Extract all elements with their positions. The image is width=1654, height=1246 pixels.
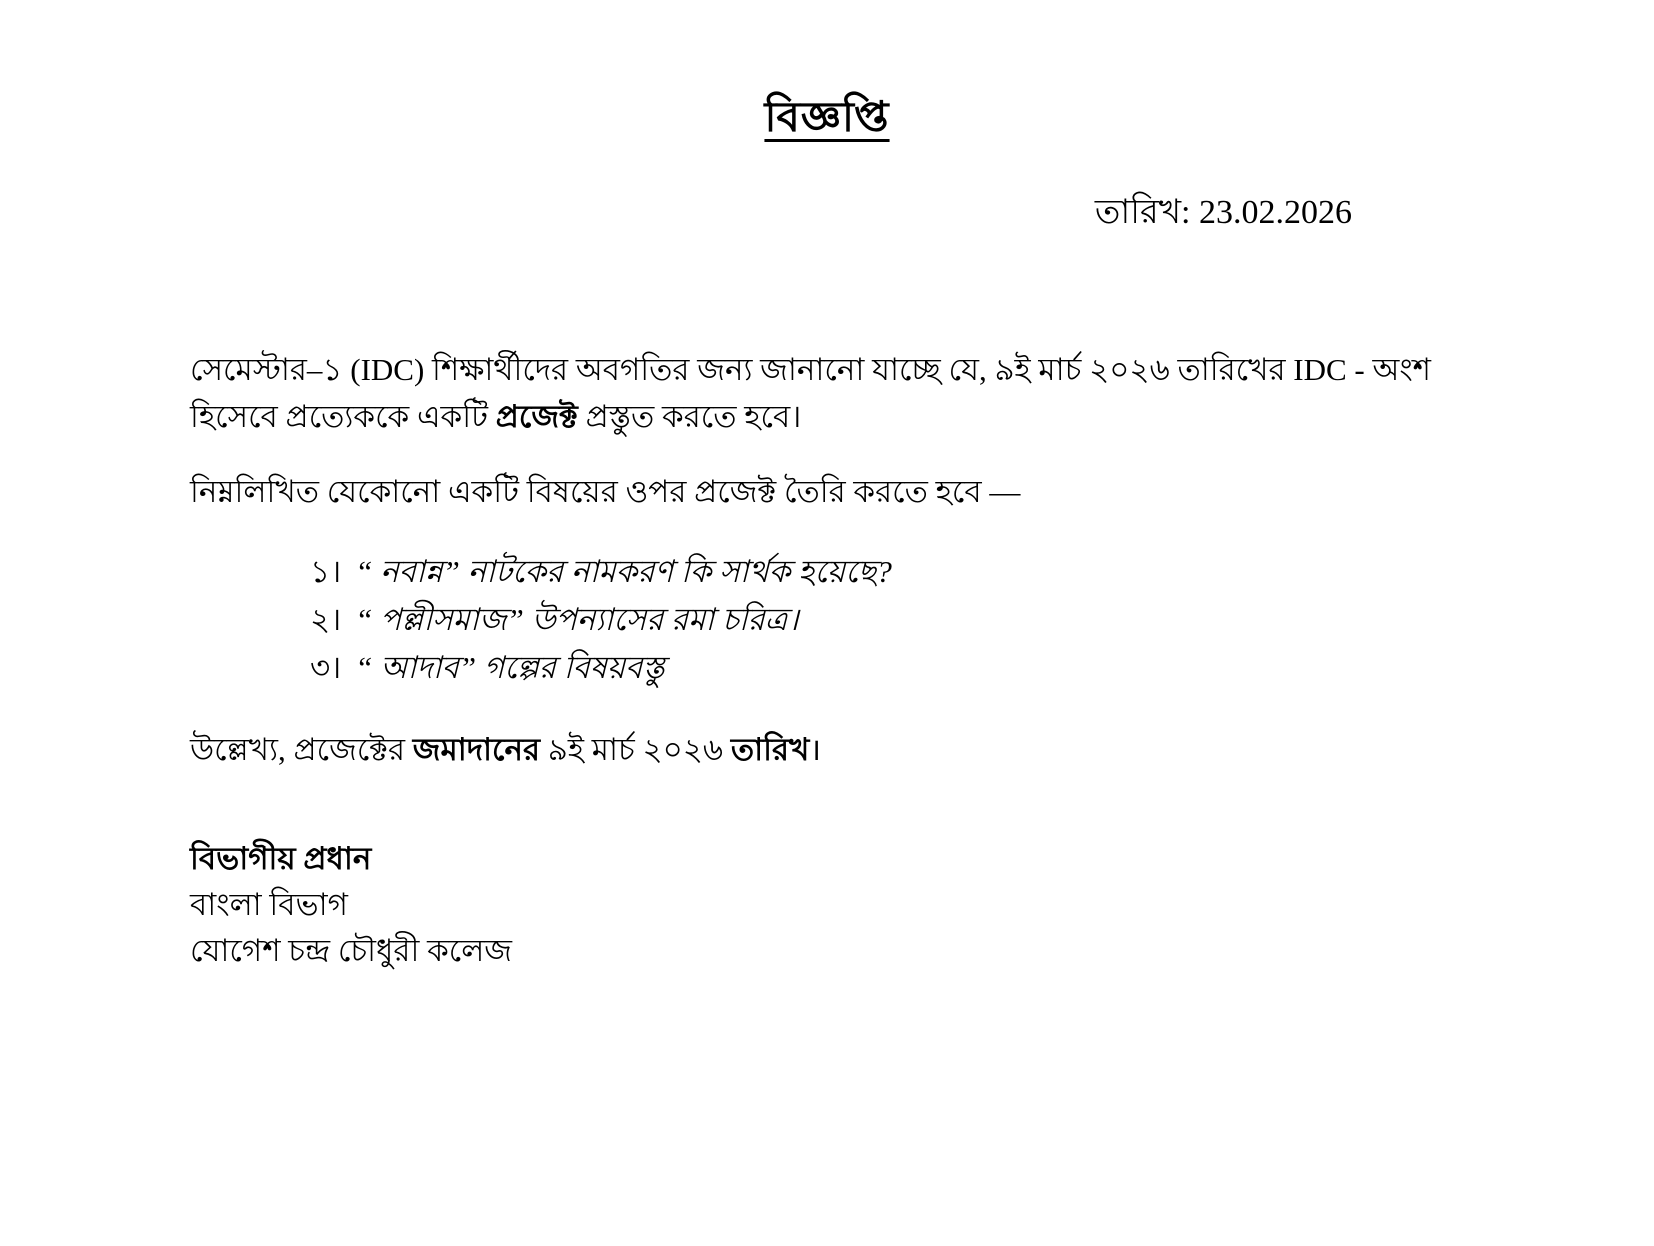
list-item-text: “ নবান্ন” নাটকের নামকরণ কি সার্থক হয়েছে?: [355, 554, 892, 589]
signature-college: যোগেশ চন্দ্র চৌধুরী কলেজ: [190, 933, 513, 968]
body-paragraph-2: নিম্নলিখিত যেকোনো একটি বিষয়ের ওপর প্রজেক্ট তৈরি করতে হবে —: [190, 474, 1021, 509]
date-line: তারিখ: 23.02.2026: [1094, 194, 1352, 231]
signature-block: [190, 836, 512, 974]
para3-bold-2: তারিখ: [730, 732, 810, 767]
list-item: [310, 548, 892, 596]
list-item: [310, 644, 892, 692]
para3-text-2: ৯ই মার্চ ২০২৬: [540, 732, 731, 767]
list-item-number: ১।: [310, 554, 342, 589]
list-item-text: “ আদাব” গল্পের বিষয়বস্তু: [355, 650, 665, 685]
document-title: বিজ্ঞপ্তি: [764, 95, 890, 141]
list-item-number: ৩।: [310, 650, 342, 685]
signature-designation: বিভাগীয় প্রধান: [190, 841, 372, 876]
para1-bold-word: প্রজেক্ট: [495, 399, 578, 434]
body-paragraph-3: [190, 726, 1450, 773]
para1-text-start: সেমেস্টার–১ (IDC) শিক্ষার্থীদের অবগতির জন্য জানানো যাচ্ছে যে, ৯ই মার্চ ২০২৬ তারিখের IDC - অংশ হিসেবে প্রত্যেককে একটি: [190, 352, 1432, 434]
body-paragraph-1: [190, 346, 1450, 440]
topic-list: [310, 548, 892, 692]
list-item-number: ২।: [310, 602, 342, 637]
para3-text-3: ।: [809, 732, 822, 767]
list-item: [310, 596, 892, 644]
list-item-text: “ পল্লীসমাজ” উপন্যাসের রমা চরিত্র।: [355, 602, 799, 637]
signature-department: বাংলা বিভাগ: [190, 887, 348, 922]
para1-text-end: প্রস্তুত করতে হবে।: [577, 399, 802, 434]
para3-bold-1: জমাদানের: [412, 732, 541, 767]
para3-text-1: উল্লেখ্য, প্রজেক্টের: [190, 732, 413, 767]
